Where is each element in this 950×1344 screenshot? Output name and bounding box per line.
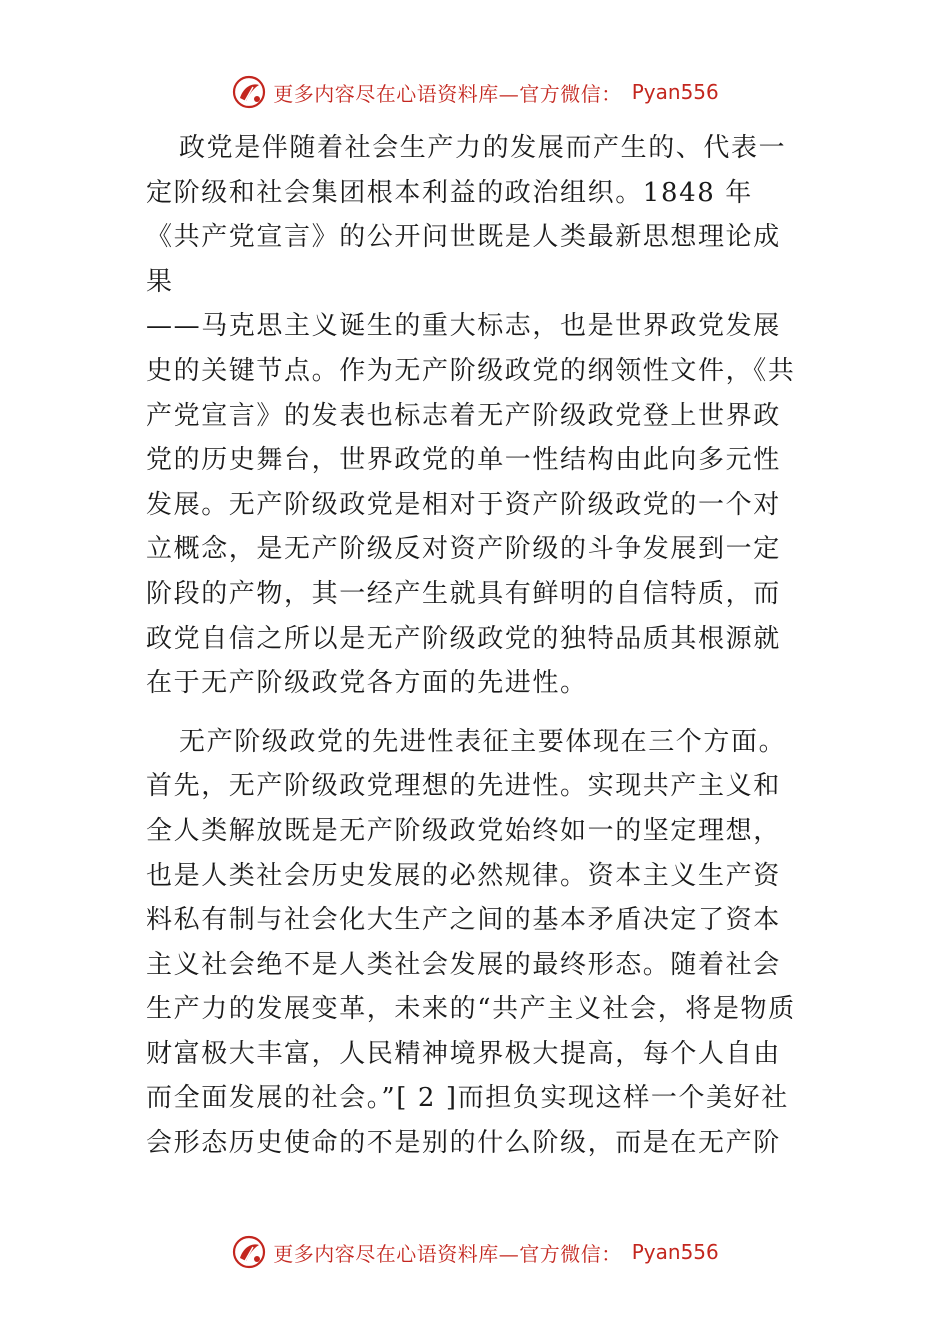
text-line: 政党自信之所以是无产阶级政党的独特品质其根源就 [146, 623, 781, 654]
watermark-header [0, 72, 950, 112]
text-line: 阶段的产物，其一经产生就具有鲜明的自信特质，而 [146, 578, 781, 609]
text-line: 料私有制与社会化大生产之间的基本矛盾决定了资本 [146, 905, 781, 936]
text-line: 主义社会绝不是人类社会发展的最终形态。随着社会 [146, 949, 781, 980]
seal-logo-icon [231, 1234, 267, 1270]
text-line: 而全面发展的社会。”[ 2 ]而担负实现这样一个美好社 [146, 1083, 789, 1114]
text-line: 首先，无产阶级政党理想的先进性。实现共产主义和 [146, 771, 781, 802]
watermark-wechat-id: Pyan556 [631, 80, 719, 104]
text-line: 在于无产阶级政党各方面的先进性。 [146, 668, 588, 699]
text-line: 定阶级和社会集团根本利益的政治组织。1848 年 [146, 177, 753, 208]
text-line: 果 [146, 266, 174, 297]
watermark-text: 更多内容尽在心语资料库—官方微信： [273, 81, 622, 106]
text-line: 全人类解放既是无产阶级政党始终如一的坚定理想， [146, 815, 781, 846]
paragraph-2 [146, 720, 806, 1166]
text-line: 立概念，是无产阶级反对资产阶级的斗争发展到一定 [146, 534, 781, 565]
watermark-text: 更多内容尽在心语资料库—官方微信： [273, 1241, 622, 1266]
text-line: 财富极大丰富，人民精神境界极大提高，每个人自由 [146, 1038, 781, 1069]
text-line: 产党宣言》的发表也标志着无产阶级政党登上世界政 [146, 400, 781, 431]
text-line: 无产阶级政党的先进性表征主要体现在三个方面。 [179, 726, 787, 757]
watermark-footer [0, 1232, 950, 1272]
document-body [146, 126, 806, 1180]
paragraph-1 [146, 126, 806, 706]
text-line: 政党是伴随着社会生产力的发展而产生的、代表一 [179, 133, 787, 163]
text-line: 生产力的发展变革，未来的“共产主义社会，将是物质 [146, 994, 796, 1025]
text-line: 《共产党宣言》的公开问世既是人类最新思想理论成 [146, 222, 781, 253]
text-line: 发展。无产阶级政党是相对于资产阶级政党的一个对 [146, 489, 781, 520]
watermark-wechat-id: Pyan556 [631, 1240, 719, 1264]
seal-logo-icon [231, 74, 267, 110]
text-line: 史的关键节点。作为无产阶级政党的纲领性文件，《共 [146, 355, 796, 386]
text-line: 会形态历史使命的不是别的什么阶级，而是在无产阶 [146, 1128, 781, 1159]
text-line: ——马克思主义诞生的重大标志，也是世界政党发展 [146, 311, 781, 342]
text-line: 党的历史舞台，世界政党的单一性结构由此向多元性 [146, 445, 781, 476]
text-line: 也是人类社会历史发展的必然规律。资本主义生产资 [146, 860, 781, 891]
